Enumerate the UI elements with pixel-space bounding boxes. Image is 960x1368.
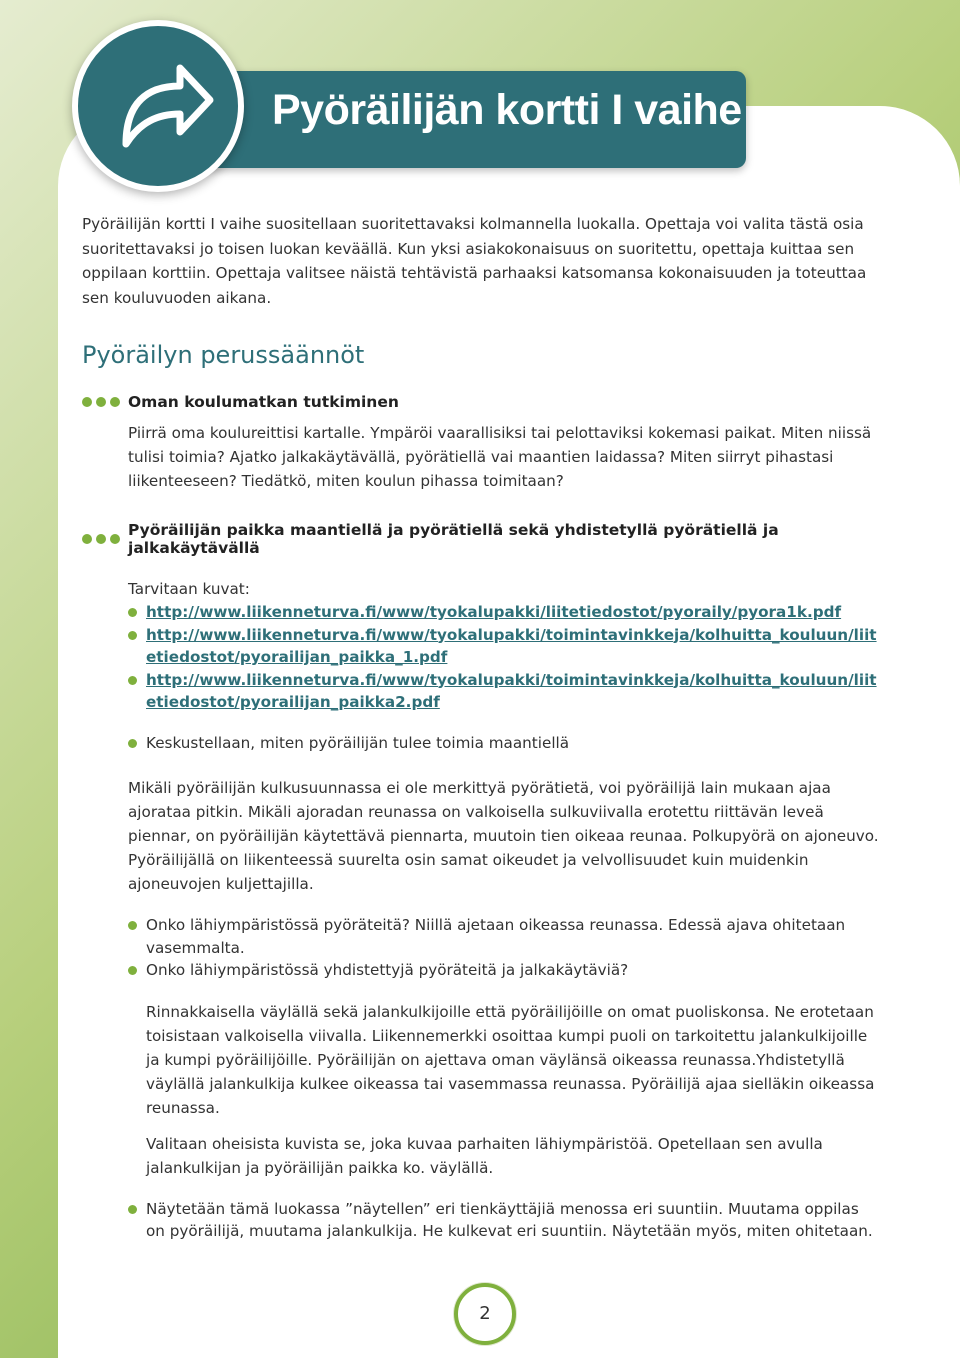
intro-paragraph: Pyöräilijän kortti I vaihe suositellaan suoritettavaksi kolmannella luokalla. Opettaja voi valita tästä osia suoritettavaksi jo toisen luokan keväällä. Kun yksi asiakokonaisuus on suoritettu, opettaja kuittaa sen oppilaan korttiin. Opettaja valitsee näistä tehtävistä parhaaksi katsomansa kokonaisuuden ja toteuttaa sen kouluvuoden aikana.: [82, 215, 867, 307]
question-list: [128, 914, 882, 982]
list-item: Keskustellaan, miten pyöräilijän tulee toimia maantiellä: [128, 732, 882, 755]
list-item: Onko lähiympäristössä yhdistettyjä pyöräteitä ja jalkakäytäviä?: [128, 959, 882, 982]
pdf-link-1[interactable]: http://www.liikenneturva.fi/www/tyokalupakki/liitetiedostot/pyoraily/pyora1k.pdf: [146, 603, 842, 621]
link-list: [128, 601, 882, 714]
subsection-2-header: [82, 521, 882, 557]
subsection-2-title: Pyöräilijän paikka maantiellä ja pyörätiellä sekä yhdistetyllä pyörätiellä ja jalkakäytävällä: [128, 521, 779, 557]
arrow-right-icon: [96, 44, 220, 168]
paragraph-shared-path: Rinnakkaisella väylällä sekä jalankulkijoille että pyöräilijöille on omat puoliskonsa. Ne erotetaan toisistaan valkoisella viivalla. Liikennemerkki osoittaa kumpi puoli on tarkoitettu jalankulkijoille ja kumpi pyöräilijöille. Pyöräilijän on ajettava oman väylänsä oikeassa reunassa.Yhdistetyllä väylällä jalankulkija kulkee oikeassa tai vasemmassa reunassa. Pyöräilijä ajaa sielläkin oikeassa reunassa.: [146, 1002, 875, 1117]
arrow-badge: [72, 20, 244, 192]
list-item: [128, 601, 882, 624]
page-number: 2: [454, 1283, 516, 1345]
dots-icon: [82, 534, 128, 544]
list-item: [128, 624, 882, 669]
needed-label: Tarvitaan kuvat:: [128, 580, 250, 598]
discussion-list: [128, 732, 882, 755]
pdf-link-2[interactable]: http://www.liikenneturva.fi/www/tyokalupakki/toimintavinkkeja/kolhuitta_kouluun/liitetiedostot/pyorailijan_paikka_1.pdf: [146, 625, 877, 666]
subsection-1-header: [82, 393, 882, 411]
list-item: Näytetään tämä luokassa ”näytellen” eri tienkäyttäjiä menossa eri suuntiin. Muutama oppilas on pyöräilijä, muutama jalankulkija. He kulkevat eri suuntiin. Näytetään myös, miten ohitetaan.: [128, 1198, 882, 1243]
section-heading: Pyöräilyn perussäännöt: [82, 341, 365, 369]
paragraph-choose-picture: Valitaan oheisista kuvista se, joka kuvaa parhaiten lähiympäristöä. Opetellaan sen avulla jalankulkijan ja pyöräilijän paikka ko. väylällä.: [146, 1134, 823, 1177]
pdf-link-3[interactable]: http://www.liikenneturva.fi/www/tyokalupakki/toimintavinkkeja/kolhuitta_kouluun/liitetiedostot/pyorailijan_paikka2.pdf: [146, 670, 877, 711]
subsection-1-title: Oman koulumatkan tutkiminen: [128, 393, 399, 411]
main-content: [82, 212, 882, 1243]
footer-label: Pyöräilijän kortti I vaihe: [737, 1322, 938, 1342]
list-item: Onko lähiympäristössä pyöräteitä? Niillä ajetaan oikeassa reunassa. Edessä ajava ohitetaan vasemmalta.: [128, 914, 882, 959]
subsection-1-text: Piirrä oma koulureittisi kartalle. Ympäröi vaarallisiksi tai pelottaviksi kokemasi paikat. Miten niissä tulisi toimia? Ajatko jalkakäytävällä, pyörätiellä vai maantien laidassa? Miten siirryt pihastasi liikenteeseen? Tiedätkö, miten koulun pihassa toimitaan?: [128, 424, 872, 490]
list-item: [128, 669, 882, 714]
page-title: Pyöräilijän kortti I vaihe: [272, 86, 742, 134]
dots-icon: [82, 397, 128, 407]
activity-list: [128, 1198, 882, 1243]
paragraph-road: Mikäli pyöräilijän kulkusuunnassa ei ole merkittyä pyörätietä, voi pyöräilijä lain mukaan ajaa ajorataa pitkin. Mikäli ajoradan reunassa on valkoisella sulkuviivalla erotettu riittävän leveä piennar, on pyöräilijän käytettävä piennarta, muutoin tien oikeaa reunaa. Polkupyörä on ajoneuvo. Pyöräilijällä on liikenteessä suurelta osin samat oikeudet ja velvollisuudet kuin muidenkin ajoneuvojen kuljettajilla.: [128, 779, 879, 893]
